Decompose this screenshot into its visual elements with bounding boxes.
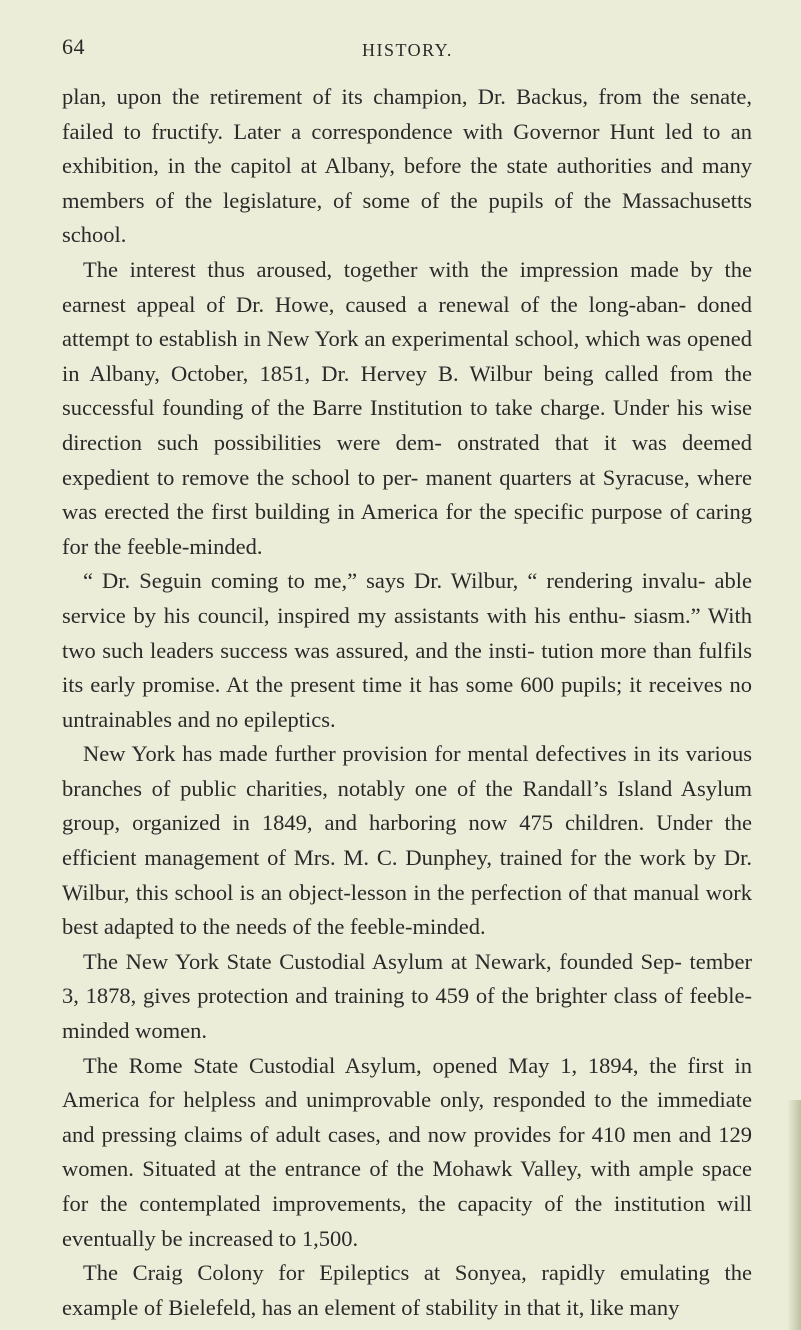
body-text [62,80,752,1325]
paragraph: New York has made further provision for mental defectives in its various branches of public charities, notably one of the Randall’s Island Asylum group, organized in 1849, and harboring now 475 children. Under the efficient management of Mrs. M. C. Dunphey, trained for the work by Dr. Wilbur, this school is an object-lesson in the perfection of that manual work best adapted to the needs of the feeble-minded. [62,741,752,940]
page-number: 64 [62,34,85,59]
page-edge-shadow [787,1100,801,1330]
paragraph: “ Dr. Seguin coming to me,” says Dr. Wilbur, “ rendering invalu- able service by his council, inspired my assistants with his enthu- siasm.” With two such leaders success was assured, and the insti- tution more than fulfils its early promise. At the present time it has some 600 pupils; it receives no untrainables and no epileptics. [62,568,752,732]
paragraph: The interest thus aroused, together with the impression made by the earnest appeal of Dr. Howe, caused a renewal of the long-aban- doned attempt to establish in New York an experimental school, which was opened in Albany, October, 1851, Dr. Hervey B. Wilbur being called from the successful founding of the Barre Institution to take charge. Under his wise direction such possibilities were dem- onstrated that it was deemed expedient to remove the school to per- manent quarters at Syracuse, where was erected the first building in America for the specific purpose of caring for the feeble-minded. [62,256,752,559]
paragraph: The Rome State Custodial Asylum, opened May 1, 1894, the first in America for helpless and unimprovable only, responded to the immediate and pressing claims of adult cases, and now provides for 410 men and 129 women. Situated at the entrance of the Mohawk Valley, with ample space for the contemplated improvements, the capacity of the institution will eventually be increased to 1,500. [62,1052,752,1251]
paragraph: The Craig Colony for Epileptics at Sonyea, rapidly emulating the example of Bielefeld, has an element of stability in that it, like many [62,1260,752,1320]
page-header [62,34,762,64]
paragraph: plan, upon the retirement of its champion, Dr. Backus, from the senate, failed to fructify. Later a correspondence with Governor Hunt led to an exhibition, in the capitol at Albany, before the state authorities and many members of the legislature, of some of the pupils of the Massachusetts school. [62,84,752,248]
running-head: HISTORY. [362,40,453,60]
paragraph: The New York State Custodial Asylum at Newark, founded Sep- tember 3, 1878, gives protection and training to 459 of the brighter class of feeble-minded women. [62,948,752,1044]
